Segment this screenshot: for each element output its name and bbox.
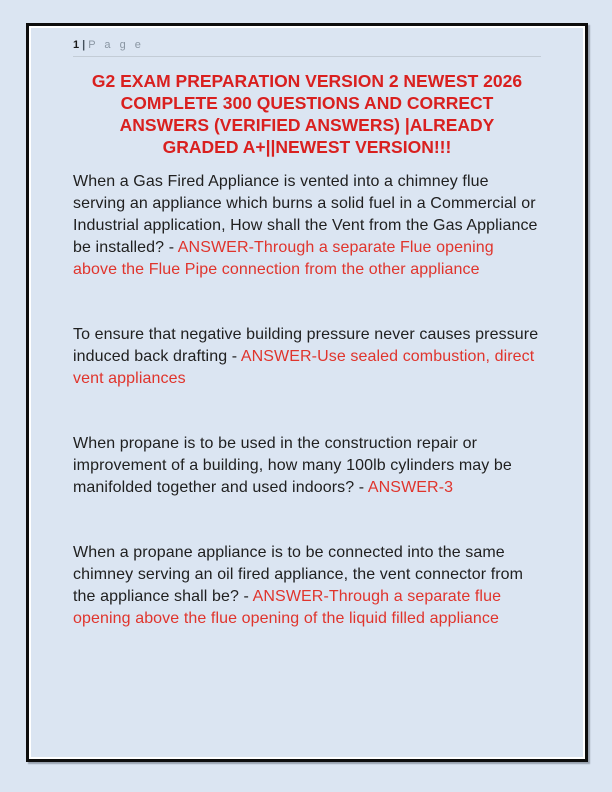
- question-text: To ensure that negative building pressure never causes pressure induced back drafting -: [73, 326, 539, 365]
- question-text: When a Gas Fired Appliance is vented into a chimney flue serving an appliance which burns a solid fuel in a Commercial or Industrial application, How shall the Vent from the Gas Appliance be installed? -: [73, 173, 538, 256]
- answer-text: ANSWER-3: [367, 479, 454, 496]
- qa-item: [73, 171, 541, 281]
- title-line: COMPLETE 300 QUESTIONS AND CORRECT: [120, 93, 494, 113]
- document-page-frame: [26, 23, 588, 762]
- title-line: ANSWERS (VERIFIED ANSWERS) |ALREADY: [119, 115, 495, 135]
- page-number: 1: [73, 39, 80, 51]
- question-text: When a propane appliance is to be connected into the same chimney serving an oil fired appliance, the vent connector from the appliance shall be? -: [73, 544, 524, 605]
- qa-item: [73, 542, 541, 630]
- title-line: GRADED A+||NEWEST VERSION!!!: [162, 137, 452, 157]
- header-pipe: |: [82, 39, 86, 51]
- header-divider: [73, 56, 541, 57]
- answer-text: ANSWER-Use sealed combustion, direct vent appliances: [73, 348, 535, 387]
- page-content: [29, 26, 585, 630]
- answer-text: ANSWER-Through a separate Flue opening above the Flue Pipe connection from the other appliance: [73, 239, 494, 278]
- title-line: G2 EXAM PREPARATION VERSION 2 NEWEST 2026: [91, 71, 523, 91]
- document-title: [73, 70, 541, 158]
- page-word: P a g e: [88, 39, 144, 51]
- question-text: When propane is to be used in the construction repair or improvement of a building, how many 100lb cylinders may be manifolded together and used indoors? -: [73, 435, 512, 496]
- page-header: [73, 39, 541, 52]
- qa-item: [73, 324, 541, 390]
- answer-text: ANSWER-Through a separate flue opening above the flue opening of the liquid filled appliance: [73, 588, 502, 627]
- qa-item: [73, 433, 541, 499]
